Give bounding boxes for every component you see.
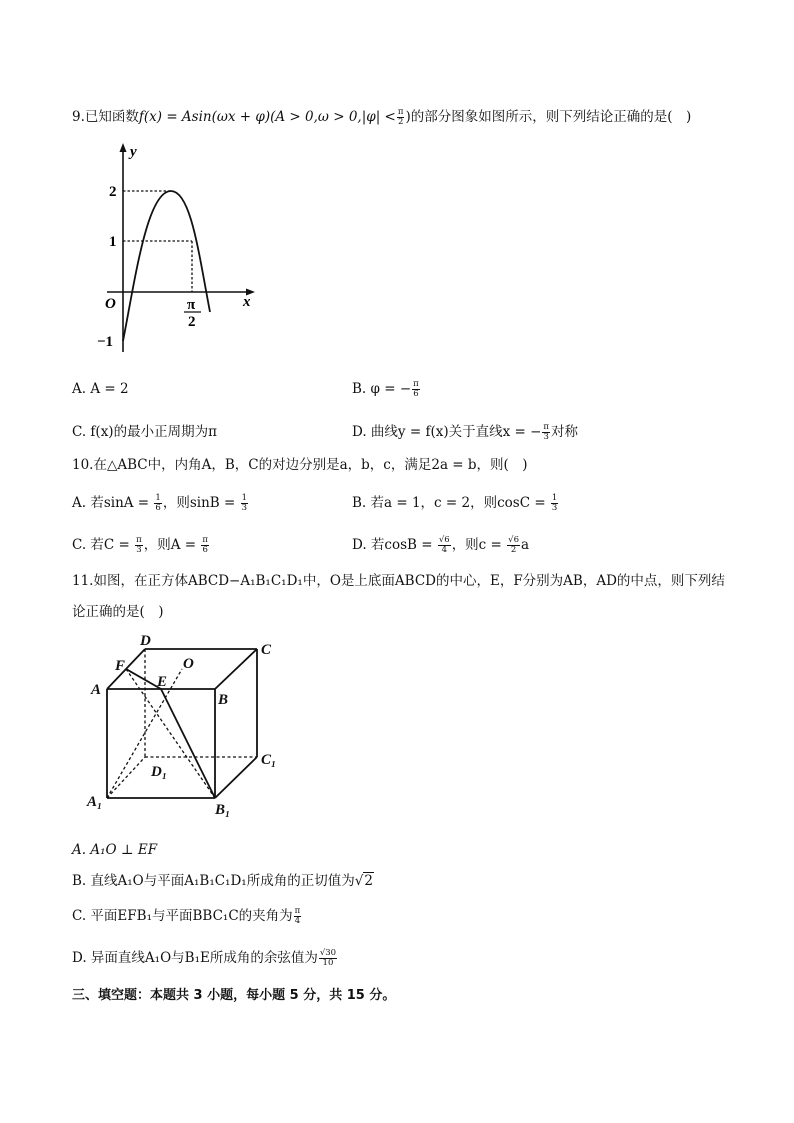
q10-option-d[interactable]: D. 若cosB = $\frac{√6}{4}$ ，则c = $\frac{√6}{2}$ a (352, 535, 530, 555)
point-label-O: O (183, 656, 194, 672)
point-label-F: F (115, 658, 126, 674)
q11-option-c[interactable]: C. 平面EFB₁与平面BBC₁C的夹角为 $\frac{\pi}{4}$ (72, 906, 301, 926)
y-axis-arrow-icon (120, 143, 127, 152)
tick-label-neg1: −1 (97, 334, 114, 350)
vertex-label-B1: B₁ (215, 802, 231, 818)
q11-cube-diagram (85, 632, 295, 822)
q11-option-b[interactable]: B. 直线A₁O与平面A₁B₁C₁D₁所成角的正切值为√2 (72, 873, 373, 889)
vertex-label-B: B (218, 692, 229, 708)
segment-EF (126, 669, 161, 689)
tick-label-1: 1 (109, 234, 117, 250)
section3-heading: 三、填空题：本题共 3 小题，每小题 5 分，共 15 分。 (72, 988, 396, 1003)
graph-y-label: y (130, 144, 137, 160)
vertex-label-C: C (261, 642, 272, 658)
segment-B1E (161, 689, 215, 798)
vertex-label-C1: C₁ (261, 752, 277, 768)
vertex-label-D1: D₁ (151, 764, 168, 780)
graph-x-label: x (243, 294, 251, 310)
q9-option-b[interactable]: B. φ = − $\frac{\pi}{6}$ (352, 379, 419, 399)
q9-condition-fraction: $\frac{\pi}{2}$ (397, 107, 404, 127)
sine-curve (123, 191, 210, 341)
tick-label-2: 2 (109, 184, 117, 200)
q9-stem: 9.已知函数f(x) = Asin(ωx + φ)(A > 0,ω > 0,|φ| < $\frac{\pi}{2}$ )的部分图象如图所示，则下列结论正确的是( ) (72, 107, 692, 127)
q10-stem: 10.在△ABC中，内角A，B，C的对边分别是a，b，c，满足2a = b，则( ) (72, 457, 528, 473)
q9-option-c[interactable]: C. f(x)的最小正周期为π (72, 424, 217, 440)
q11-stem-line2: 论正确的是( ) (72, 604, 164, 620)
vertex-label-A: A (91, 682, 102, 698)
edge-BC (215, 649, 257, 689)
vertex-label-D: D (140, 633, 151, 649)
edge-A1D1 (107, 757, 145, 798)
q9-function-graph (95, 140, 275, 360)
q10-option-b[interactable]: B. 若a = 1，c = 2，则cosC = $\frac{1}{3}$ (352, 493, 558, 513)
point-label-E: E (157, 674, 168, 690)
q10-option-c[interactable]: C. 若C = $\frac{\pi}{3}$ ，则A = $\frac{\pi}{6}$ (72, 535, 208, 555)
tick-label-pi: π (187, 297, 196, 313)
edge-B1C1 (215, 757, 257, 798)
q9-option-d[interactable]: D. 曲线y = f(x)关于直线x = − $\frac{\pi}{3}$ 对称 (352, 422, 579, 442)
vertex-label-A1: A₁ (87, 794, 103, 810)
q9-option-a[interactable]: A. A = 2 (72, 381, 129, 397)
q10-option-a[interactable]: A. 若sinA = $\frac{1}{6}$ ，则sinB = $\frac{1}{3}$ (72, 493, 248, 513)
q11-stem-line1: 11.如图，在正方体ABCD−A₁B₁C₁D₁中，O是上底面ABCD的中心，E，F分别为AB，AD的中点，则下列结 (72, 573, 725, 589)
tick-label-pi-den: 2 (188, 314, 196, 330)
graph-origin: O (105, 296, 116, 312)
q11-option-a[interactable]: A. A₁O ⊥ EF (72, 842, 158, 858)
q11-option-d[interactable]: D. 异面直线A₁O与B₁E所成角的余弦值为 $\frac{√30}{10}$ (72, 948, 337, 968)
